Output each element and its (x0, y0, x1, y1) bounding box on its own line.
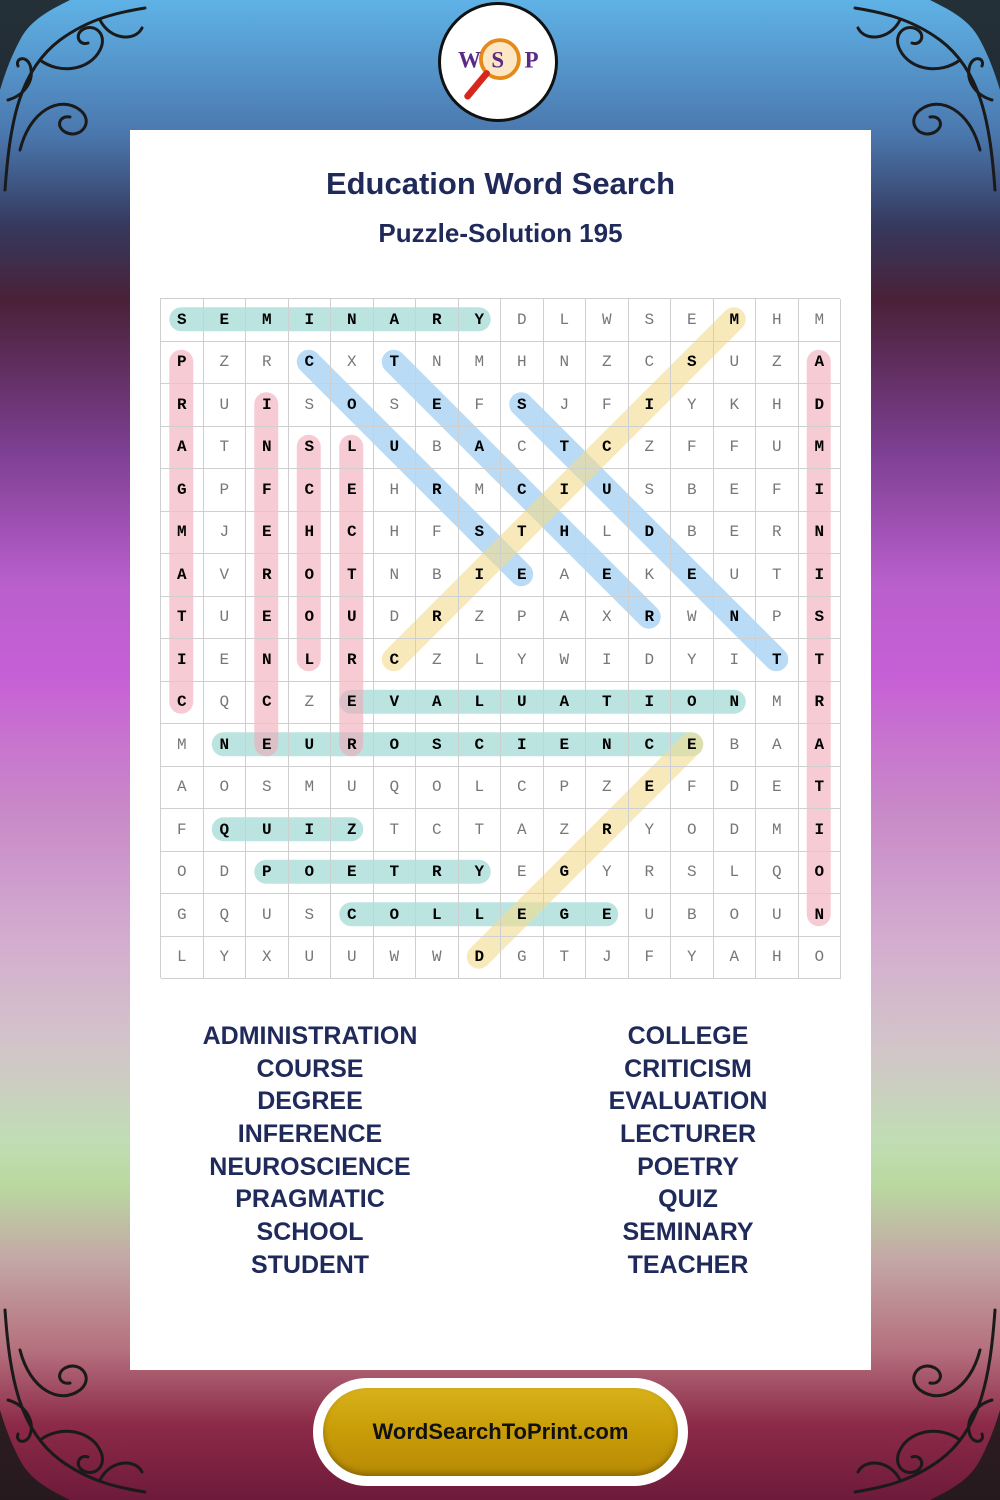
grid-cell: C (331, 512, 374, 555)
grid-cell: H (544, 512, 587, 555)
grid-cell: L (459, 639, 502, 682)
grid-cell: O (799, 852, 842, 895)
grid-cell: X (586, 597, 629, 640)
grid-cell: I (544, 469, 587, 512)
grid-cell: F (714, 427, 757, 470)
grid-cell: T (459, 809, 502, 852)
grid-cell: I (459, 554, 502, 597)
grid-cell: P (544, 767, 587, 810)
grid-cell: Z (586, 342, 629, 385)
grid-cell: O (374, 724, 417, 767)
grid-cell: N (799, 894, 842, 937)
grid-cell: P (246, 852, 289, 895)
grid-cell: W (586, 299, 629, 342)
grid-cell: T (756, 639, 799, 682)
grid-cell: R (246, 554, 289, 597)
grid-cell: E (756, 767, 799, 810)
grid-cell: T (501, 512, 544, 555)
grid-cell: T (544, 937, 587, 980)
grid-cell: A (161, 554, 204, 597)
grid-cell: E (204, 639, 247, 682)
grid-cell: D (204, 852, 247, 895)
grid-cell: C (501, 427, 544, 470)
grid-cell: M (799, 427, 842, 470)
grid-cell: K (629, 554, 672, 597)
grid-cell: U (204, 384, 247, 427)
grid-cell: R (629, 597, 672, 640)
grid-cell: B (671, 469, 714, 512)
grid-cell: E (331, 852, 374, 895)
grid-cell: E (246, 597, 289, 640)
grid-cell: M (799, 299, 842, 342)
corner-ornament-bottom-left (0, 1300, 150, 1500)
grid-cell: T (586, 682, 629, 725)
corner-ornament-bottom-right (850, 1300, 1000, 1500)
grid-cell: F (161, 809, 204, 852)
grid-cell: M (161, 724, 204, 767)
grid-cell: S (289, 384, 332, 427)
grid-cell: L (586, 512, 629, 555)
grid-cell: F (586, 384, 629, 427)
grid-cell: C (289, 342, 332, 385)
word-item-student: STUDENT (250, 1250, 370, 1279)
grid-cell: T (331, 554, 374, 597)
grid-cell: O (331, 384, 374, 427)
grid-cell: M (756, 682, 799, 725)
letter-grid (160, 298, 840, 978)
word-search-grid-area (160, 298, 840, 978)
grid-cell: B (416, 427, 459, 470)
grid-cell: N (714, 597, 757, 640)
grid-cell: L (459, 767, 502, 810)
grid-cell: A (501, 809, 544, 852)
grid-cell: R (799, 682, 842, 725)
grid-cell: A (799, 724, 842, 767)
grid-cell: C (501, 469, 544, 512)
grid-cell: F (459, 384, 502, 427)
grid-cell: U (331, 597, 374, 640)
page-title: Education Word Search (325, 166, 676, 201)
grid-cell: E (416, 384, 459, 427)
grid-cell: E (246, 512, 289, 555)
grid-cell: P (161, 342, 204, 385)
grid-cell: G (544, 852, 587, 895)
grid-cell: T (544, 427, 587, 470)
grid-cell: T (374, 852, 417, 895)
grid-cell: D (459, 937, 502, 980)
grid-cell: L (459, 682, 502, 725)
grid-cell: C (629, 342, 672, 385)
grid-cell: A (544, 597, 587, 640)
grid-cell: E (586, 894, 629, 937)
grid-cell: S (289, 427, 332, 470)
grid-cell: B (671, 894, 714, 937)
grid-cell: Z (629, 427, 672, 470)
grid-cell: R (246, 342, 289, 385)
grid-cell: Y (671, 937, 714, 980)
grid-cell: M (161, 512, 204, 555)
grid-cell: S (629, 469, 672, 512)
grid-cell: C (501, 767, 544, 810)
grid-cell: M (756, 809, 799, 852)
grid-cell: O (671, 682, 714, 725)
grid-cell: N (246, 639, 289, 682)
grid-cell: U (714, 342, 757, 385)
footer-badge[interactable] (313, 1378, 688, 1486)
word-item-teacher: TEACHER (627, 1250, 749, 1279)
grid-cell: S (416, 724, 459, 767)
grid-cell: A (544, 554, 587, 597)
grid-cell: R (416, 597, 459, 640)
grid-cell: Y (204, 937, 247, 980)
grid-cell: Y (586, 852, 629, 895)
grid-cell: D (714, 809, 757, 852)
grid-cell: X (331, 342, 374, 385)
grid-cell: Q (374, 767, 417, 810)
word-list-right-column (508, 1020, 868, 1282)
grid-cell: D (629, 639, 672, 682)
grid-cell: Z (289, 682, 332, 725)
grid-cell: W (544, 639, 587, 682)
word-list (130, 1020, 871, 1290)
grid-cell: P (204, 469, 247, 512)
grid-cell: Z (331, 809, 374, 852)
grid-cell: T (204, 427, 247, 470)
grid-cell: Y (459, 299, 502, 342)
grid-cell: E (331, 469, 374, 512)
grid-cell: U (586, 469, 629, 512)
grid-cell: P (756, 597, 799, 640)
word-item-college: COLLEGE (627, 1022, 749, 1050)
wsp-logo (438, 2, 558, 122)
grid-cell: T (374, 342, 417, 385)
grid-cell: B (714, 724, 757, 767)
grid-cell: Q (204, 809, 247, 852)
grid-cell: J (586, 937, 629, 980)
grid-cell: F (671, 767, 714, 810)
grid-cell: V (204, 554, 247, 597)
grid-cell: F (629, 937, 672, 980)
grid-cell: U (246, 894, 289, 937)
grid-cell: H (756, 299, 799, 342)
word-item-quiz: QUIZ (658, 1185, 718, 1214)
grid-cell: Q (756, 852, 799, 895)
grid-cell: C (629, 724, 672, 767)
grid-cell: A (416, 682, 459, 725)
word-item-evaluation: EVALUATION (608, 1087, 768, 1116)
grid-cell: F (246, 469, 289, 512)
grid-cell: S (289, 894, 332, 937)
word-item-seminary: SEMINARY (622, 1218, 754, 1247)
grid-cell: E (501, 894, 544, 937)
grid-cell: J (544, 384, 587, 427)
grid-cell: Z (756, 342, 799, 385)
grid-cell: N (204, 724, 247, 767)
grid-cell: O (799, 937, 842, 980)
grid-cell: D (374, 597, 417, 640)
grid-cell: I (799, 554, 842, 597)
grid-cell: B (416, 554, 459, 597)
grid-cell: D (501, 299, 544, 342)
grid-cell: U (331, 937, 374, 980)
grid-cell: M (459, 342, 502, 385)
grid-cell: Y (671, 384, 714, 427)
grid-cell: O (374, 894, 417, 937)
word-item-inference: INFERENCE (237, 1120, 383, 1149)
grid-cell: W (416, 937, 459, 980)
grid-cell: U (204, 597, 247, 640)
grid-cell: H (374, 512, 417, 555)
grid-cell: N (799, 512, 842, 555)
grid-cell: S (501, 384, 544, 427)
grid-cell: G (501, 937, 544, 980)
grid-cell: I (714, 639, 757, 682)
grid-cell: T (799, 767, 842, 810)
grid-cell: M (289, 767, 332, 810)
grid-cell: T (374, 809, 417, 852)
grid-cell: V (374, 682, 417, 725)
grid-cell: U (756, 894, 799, 937)
grid-cell: I (246, 384, 289, 427)
grid-cell: H (374, 469, 417, 512)
grid-cell: Y (671, 639, 714, 682)
grid-cell: L (544, 299, 587, 342)
grid-cell: U (756, 427, 799, 470)
grid-cell: E (204, 299, 247, 342)
grid-cell: D (714, 767, 757, 810)
grid-cell: R (416, 469, 459, 512)
grid-cell: E (671, 554, 714, 597)
grid-cell: A (756, 724, 799, 767)
corner-ornament-top-right (850, 0, 1000, 200)
grid-cell: Z (459, 597, 502, 640)
grid-cell: S (374, 384, 417, 427)
grid-cell: L (714, 852, 757, 895)
grid-cell: Y (501, 639, 544, 682)
grid-cell: O (289, 852, 332, 895)
grid-cell: L (289, 639, 332, 682)
grid-cell: S (799, 597, 842, 640)
grid-cell: T (161, 597, 204, 640)
grid-cell: K (714, 384, 757, 427)
word-item-neuroscience: NEUROSCIENCE (209, 1152, 411, 1181)
grid-cell: S (629, 299, 672, 342)
grid-cell: R (629, 852, 672, 895)
grid-cell: E (714, 469, 757, 512)
grid-cell: O (671, 809, 714, 852)
word-item-criticism: CRITICISM (624, 1054, 752, 1083)
grid-cell: C (374, 639, 417, 682)
logo-letter-w: W (458, 47, 481, 73)
grid-cell: E (629, 767, 672, 810)
grid-cell: M (459, 469, 502, 512)
grid-cell: N (416, 342, 459, 385)
grid-cell: R (331, 639, 374, 682)
grid-cell: W (374, 937, 417, 980)
grid-cell: C (331, 894, 374, 937)
grid-cell: I (501, 724, 544, 767)
grid-cell: N (246, 427, 289, 470)
logo-letter-p: P (524, 47, 539, 73)
word-item-degree: DEGREE (257, 1087, 363, 1116)
grid-cell: S (246, 767, 289, 810)
grid-cell: Z (544, 809, 587, 852)
grid-cell: C (416, 809, 459, 852)
grid-cell: I (799, 469, 842, 512)
grid-cell: E (671, 724, 714, 767)
grid-cell: Z (586, 767, 629, 810)
grid-cell: H (756, 937, 799, 980)
grid-cell: F (671, 427, 714, 470)
grid-cell: S (671, 852, 714, 895)
word-item-pragmatic: PRAGMATIC (235, 1185, 385, 1214)
grid-cell: O (289, 597, 332, 640)
grid-cell: E (501, 554, 544, 597)
grid-cell: Q (204, 894, 247, 937)
grid-cell: C (459, 724, 502, 767)
grid-cell: U (714, 554, 757, 597)
word-item-poetry: POETRY (637, 1152, 739, 1181)
grid-cell: R (416, 852, 459, 895)
grid-cell: I (289, 299, 332, 342)
grid-cell: L (331, 427, 374, 470)
grid-cell: G (161, 894, 204, 937)
grid-cell: C (161, 682, 204, 725)
grid-cell: C (289, 469, 332, 512)
page-subtitle: Puzzle-Solution 195 (378, 218, 623, 248)
grid-cell: O (289, 554, 332, 597)
grid-cell: U (501, 682, 544, 725)
word-item-course: COURSE (256, 1054, 364, 1083)
grid-cell: N (544, 342, 587, 385)
grid-cell: U (331, 767, 374, 810)
word-item-administration: ADMINISTRATION (202, 1022, 418, 1050)
grid-cell: A (374, 299, 417, 342)
grid-cell: M (246, 299, 289, 342)
grid-cell: E (671, 299, 714, 342)
grid-cell: E (501, 852, 544, 895)
grid-cell: L (161, 937, 204, 980)
grid-cell: Y (459, 852, 502, 895)
grid-cell: U (289, 937, 332, 980)
grid-cell: R (331, 724, 374, 767)
grid-cell: I (161, 639, 204, 682)
grid-cell: E (331, 682, 374, 725)
grid-cell: S (671, 342, 714, 385)
grid-cell: C (586, 427, 629, 470)
grid-cell: C (246, 682, 289, 725)
grid-cell: G (161, 469, 204, 512)
grid-cell: O (714, 894, 757, 937)
grid-cell: I (799, 809, 842, 852)
grid-cell: I (629, 384, 672, 427)
grid-cell: I (289, 809, 332, 852)
grid-cell: T (756, 554, 799, 597)
grid-cell: Z (204, 342, 247, 385)
grid-cell: N (714, 682, 757, 725)
grid-cell: S (161, 299, 204, 342)
grid-cell: M (714, 299, 757, 342)
grid-cell: E (246, 724, 289, 767)
grid-cell: R (416, 299, 459, 342)
grid-cell: D (799, 384, 842, 427)
grid-cell: F (756, 469, 799, 512)
grid-cell: L (459, 894, 502, 937)
grid-cell: I (586, 639, 629, 682)
grid-cell: L (416, 894, 459, 937)
grid-cell: R (161, 384, 204, 427)
grid-cell: E (714, 512, 757, 555)
grid-cell: U (246, 809, 289, 852)
grid-cell: J (204, 512, 247, 555)
corner-ornament-top-left (0, 0, 150, 200)
grid-cell: A (714, 937, 757, 980)
grid-cell: E (544, 724, 587, 767)
puzzle-panel (130, 130, 871, 1370)
grid-cell: T (799, 639, 842, 682)
grid-cell: S (459, 512, 502, 555)
grid-cell: N (331, 299, 374, 342)
grid-cell: U (629, 894, 672, 937)
grid-cell: Z (416, 639, 459, 682)
grid-cell: O (161, 852, 204, 895)
grid-cell: P (501, 597, 544, 640)
word-list-left-column (130, 1020, 490, 1282)
logo-letter-s: S (491, 47, 505, 73)
grid-cell: N (586, 724, 629, 767)
grid-cell: R (756, 512, 799, 555)
grid-cell: W (671, 597, 714, 640)
grid-cell: O (416, 767, 459, 810)
grid-cell: A (459, 427, 502, 470)
grid-cell: R (586, 809, 629, 852)
footer-site-link[interactable]: WordSearchToPrint.com (372, 1419, 629, 1444)
grid-cell: N (374, 554, 417, 597)
grid-cell: H (501, 342, 544, 385)
grid-cell: Q (204, 682, 247, 725)
grid-cell: A (544, 682, 587, 725)
grid-cell: G (544, 894, 587, 937)
grid-cell: F (416, 512, 459, 555)
grid-cell: Y (629, 809, 672, 852)
grid-cell: A (799, 342, 842, 385)
grid-cell: I (629, 682, 672, 725)
grid-cell: E (586, 554, 629, 597)
grid-cell: U (374, 427, 417, 470)
grid-cell: D (629, 512, 672, 555)
grid-cell: X (246, 937, 289, 980)
grid-cell: O (204, 767, 247, 810)
word-item-school: SCHOOL (256, 1218, 364, 1247)
grid-cell: B (671, 512, 714, 555)
grid-cell: U (289, 724, 332, 767)
footer-button[interactable] (323, 1388, 678, 1476)
grid-cell: H (289, 512, 332, 555)
grid-cell: H (756, 384, 799, 427)
grid-cell: A (161, 427, 204, 470)
word-item-lecturer: LECTURER (619, 1120, 757, 1149)
grid-cell: A (161, 767, 204, 810)
